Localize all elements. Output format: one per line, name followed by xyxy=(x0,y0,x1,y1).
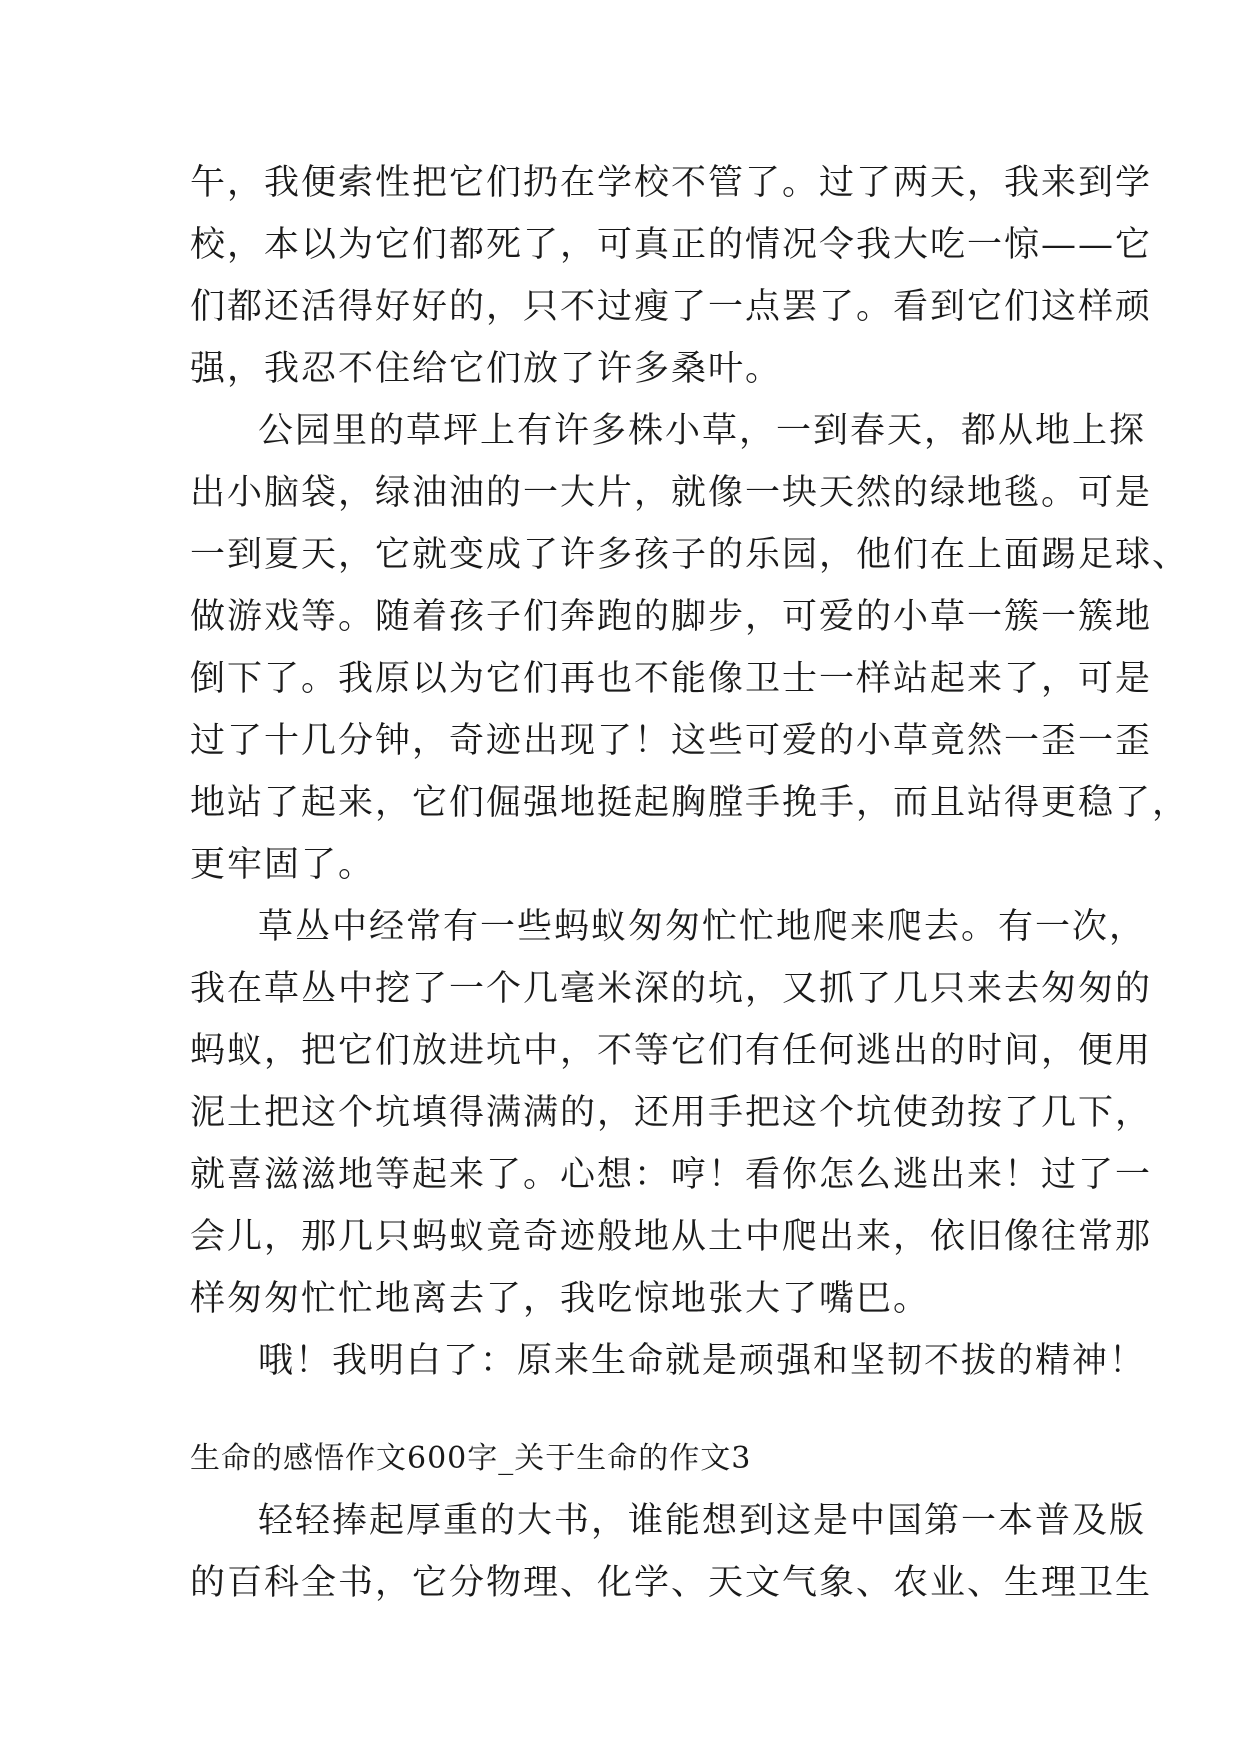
text-line: 午，我便索性把它们扔在学校不管了。过了两天，我来到学 xyxy=(190,163,1153,203)
text-line: 校，本以为它们都死了，可真正的情况令我大吃一惊——它 xyxy=(190,225,1153,265)
section-spacer xyxy=(190,1392,1060,1428)
text-line: 会儿，那几只蚂蚁竟奇迹般地从土中爬出来，依旧像往常那 xyxy=(190,1217,1153,1257)
text-line: 蚂蚁，把它们放进坑中，不等它们有任何逃出的时间，便用 xyxy=(190,1031,1153,1071)
text-line: 样匆匆忙忙地离去了，我吃惊地张大了嘴巴。 xyxy=(190,1279,931,1319)
text-line: 地站了起来，它们倔强地挺起胸膛手挽手，而且站得更稳了， xyxy=(190,783,1190,823)
text-line: 一到夏天，它就变成了许多孩子的乐园，他们在上面踢足球、 xyxy=(190,535,1190,575)
paragraph-first-line: 哦！我明白了：原来生命就是顽强和坚韧不拔的精神！ xyxy=(258,1341,1147,1381)
paragraph-first-line: 公园里的草坪上有许多株小草，一到春天，都从地上探 xyxy=(258,411,1147,451)
text-line: 我在草丛中挖了一个几毫米深的坑，又抓了几只来去匆匆的 xyxy=(190,969,1153,1009)
text-line: 过了十几分钟，奇迹出现了！这些可爱的小草竟然一歪一歪 xyxy=(190,721,1153,761)
section-heading: 生命的感悟作文600字_关于生命的作文3 xyxy=(190,1441,752,1476)
paragraph-first-line: 草丛中经常有一些蚂蚁匆匆忙忙地爬来爬去。有一次， xyxy=(258,907,1147,947)
text-line: 做游戏等。随着孩子们奔跑的脚步，可爱的小草一簇一簇地 xyxy=(190,597,1153,637)
text-line: 更牢固了。 xyxy=(190,845,376,885)
text-line: 倒下了。我原以为它们再也不能像卫士一样站起来了，可是 xyxy=(190,659,1153,699)
text-line: 们都还活得好好的，只不过瘦了一点罢了。看到它们这样顽 xyxy=(190,287,1153,327)
text-line: 就喜滋滋地等起来了。心想：哼！看你怎么逃出来！过了一 xyxy=(190,1155,1153,1195)
text-line: 出小脑袋，绿油油的一大片，就像一块天然的绿地毯。可是 xyxy=(190,473,1153,513)
text-line: 强，我忍不住给它们放了许多桑叶。 xyxy=(190,349,783,389)
text-line: 的百科全书，它分物理、化学、天文气象、农业、生理卫生 xyxy=(190,1563,1153,1603)
document-body xyxy=(190,152,1190,1614)
text-line: 泥土把这个坑填得满满的，还用手把这个坑使劲按了几下， xyxy=(190,1093,1153,1133)
paragraph-first-line: 轻轻捧起厚重的大书，谁能想到这是中国第一本普及版 xyxy=(258,1501,1147,1541)
